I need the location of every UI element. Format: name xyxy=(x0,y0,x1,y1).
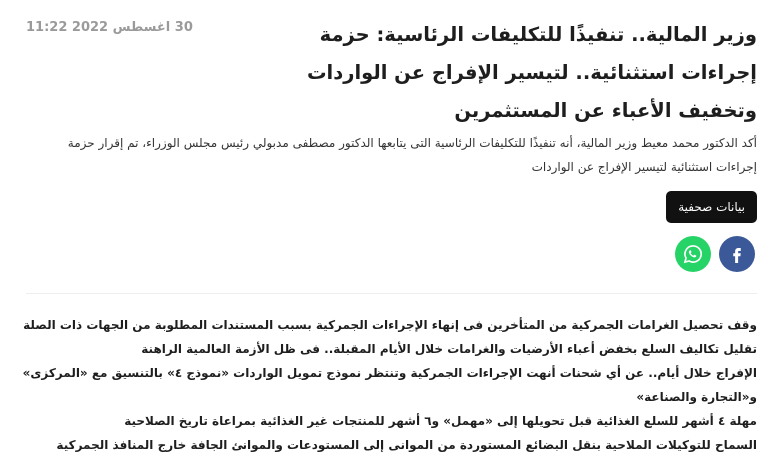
divider xyxy=(26,293,757,294)
article-date: 30 اغسطس 2022 11:22 xyxy=(26,20,193,35)
whatsapp-icon xyxy=(682,243,704,265)
article-lead: أكد الدكتور محمد معيط وزير المالية، أنه تنفيذًا للتكليفات الرئاسية التى يتابعها الدكتور مصطفى مدبولي رئيس مجلس الوزراء، تم إقرار حزمة إجراءات استثنائية لتيسير الإفراج عن الواردات xyxy=(67,136,757,174)
whatsapp-share-button[interactable] xyxy=(675,236,711,272)
facebook-icon xyxy=(728,245,746,263)
facebook-share-button[interactable] xyxy=(719,236,755,272)
article-title: وزير المالية.. تنفيذًا للتكليفات الرئاسية: حزمة إجراءات استثنائية.. لتيسير الإفراج عن الواردات وتخفيف الأعباء عن المستثمرين xyxy=(306,23,757,122)
share-buttons xyxy=(675,236,755,272)
related-link[interactable]: الإفراج خلال أيام.. عن أي شحنات أنهت الإجراءات الجمركية وتنتظر نموذج تمويل الواردات «نموذج ٤» بالتنسيق مع «المركزى» و«التجارة والصناعة» xyxy=(22,366,757,404)
related-link[interactable]: وقف تحصيل الغرامات الجمركية من المتأخرين فى إنهاء الإجراءات الجمركية بسبب المستندات المطلوبة من الجهات ذات الصلة xyxy=(23,318,757,332)
related-link[interactable]: السماح للتوكيلات الملاحية بنقل البضائع المستوردة من الموانى إلى المستودعات والموانئ الجافة خارج المنافذ الجمركية xyxy=(56,438,757,452)
related-link[interactable]: تقليل تكاليف السلع بخفض أعباء الأرضيات والغرامات خلال الأيام المقبلة.. فى ظل الأزمة العالمية الراهنة xyxy=(141,342,757,356)
category-badge[interactable]: بيانات صحفية xyxy=(666,191,757,223)
related-links-list xyxy=(22,313,757,457)
related-link[interactable]: مهلة ٤ أشهر للسلع الغذائية قبل تحويلها إلى «مهمل» و٦ أشهر للمنتجات غير الغذائية بمراعاة تاريخ الصلاحية xyxy=(124,414,757,428)
